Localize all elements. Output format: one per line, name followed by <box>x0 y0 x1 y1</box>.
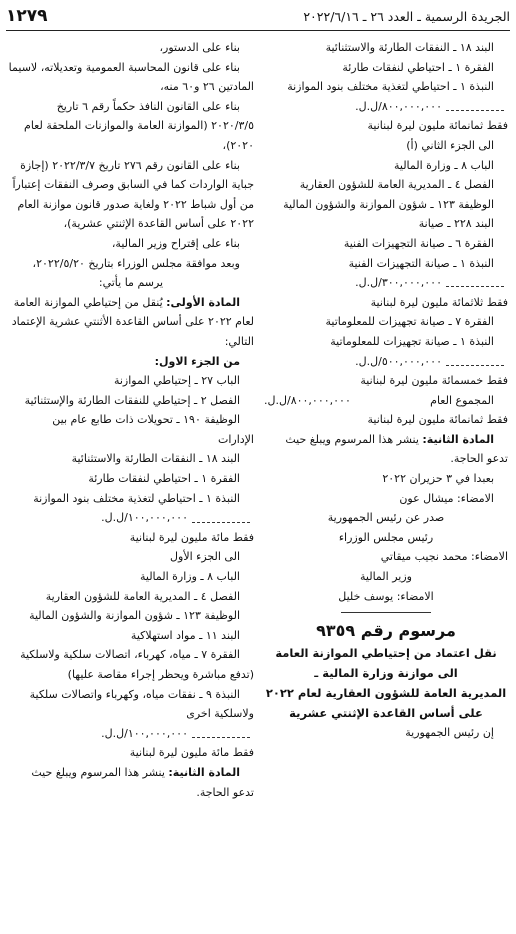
article-text: ينشر هذا المرسوم ويبلغ حيث <box>31 765 165 779</box>
article-label: المادة الثانية: <box>422 432 494 446</box>
issued-by: صدر عن رئيس الجمهورية <box>327 511 445 525</box>
decree-title-line: نقل اعتماد من إحتياطي الموازنة العامة <box>275 646 497 661</box>
amount-in-words: فقط مائة مليون ليرة لبنانية <box>129 530 254 544</box>
budget-subitem-continued: ولاسلكية اخرى <box>186 707 254 721</box>
amount-in-words: فقط ثلاثمائة مليون ليرة لبنانية <box>370 295 508 309</box>
article-text-continued: التالي: <box>224 334 254 348</box>
decree-date: بعبدا في ٣ حزيران ٢٠٢٢ <box>382 472 494 486</box>
page-header <box>6 6 510 31</box>
preamble-line: بناء على القانون النافذ حكماً رقم ٦ تاريخ <box>56 99 240 113</box>
preamble-line: ٢٠٢٠)، <box>222 138 254 152</box>
budget-section: الفصل ٢ ـ إحتياطي للنفقات الطارئة والإستثنائية <box>24 393 240 407</box>
article-one <box>8 293 254 313</box>
preamble-line: جباية الواردات كما في السابق وصرف النفقات إعتباراً <box>12 178 254 192</box>
amount-unit: /ل.ل. <box>355 354 382 368</box>
budget-chapter: الباب ٢٧ ـ إحتياطي الموازنة <box>113 374 240 388</box>
budget-chapter: الباب ٨ ـ وزارة المالية <box>393 158 494 172</box>
president-intro: إن رئيس الجمهورية <box>405 726 494 740</box>
budget-paragraph: الفقرة ٧ ـ صيانة تجهيزات للمعلوماتية <box>325 315 494 329</box>
budget-subitem: النبذة ٩ ـ نفقات مياه، وكهرباء واتصالات سلكية <box>29 687 240 701</box>
decree-title-line: الى موازنة وزارة المالية ـ <box>314 666 458 681</box>
section-divider <box>341 612 431 613</box>
budget-function: الوظيفة ١٢٣ ـ شؤون الموازنة والشؤون المالية <box>29 609 240 623</box>
amount-in-words: فقط مائة مليون ليرة لبنانية <box>129 746 254 760</box>
preamble-line: ٢٠٢٢ على أساس القاعدة الإثنتي عشرية)، <box>63 217 254 231</box>
amount-value: ١٠٠,٠٠٠,٠٠٠ <box>127 726 188 740</box>
amount-unit: /ل.ل. <box>101 511 128 525</box>
budget-item: البند ١١ ـ مواد استهلاكية <box>130 628 240 642</box>
article-text-continued: لعام ٢٠٢٢ على أساس القاعدة الأثنتي عشرية الإعتماد <box>11 315 254 329</box>
grand-total-row <box>264 391 508 411</box>
amount-unit: /ل.ل. <box>355 99 382 113</box>
amount-row <box>264 352 508 372</box>
amount-in-words: فقط خمسمائة مليون ليرة لبنانية <box>360 374 508 388</box>
budget-paragraph-continued: (تدفع مباشرة ويحظر إجراء مقاصة عليها) <box>67 668 254 681</box>
budget-item: البند ١٨ ـ النفقات الطارئة والاستثنائية <box>325 41 494 54</box>
to-header: الى الجزء الثاني (أ) <box>406 138 494 152</box>
amount-row <box>8 724 254 744</box>
amount-in-words: فقط ثمانمائة مليون ليرة لبنانية <box>367 413 508 427</box>
amount-value: ٨٠٠,٠٠٠,٠٠٠ <box>290 393 351 407</box>
article-label: المادة الثانية: <box>168 765 240 779</box>
decrees-following: يرسم ما يأتي: <box>98 276 164 290</box>
budget-section: الفصل ٤ ـ المديرية العامة للشؤون العقارية <box>299 178 494 192</box>
decree-number: مرسوم رقم ٩٣٥٩ <box>316 621 456 641</box>
budget-subitem: النبذة ١ ـ صيانة التجهيزات الفنية <box>348 256 494 270</box>
budget-paragraph: الفقرة ١ ـ احتياطي لنفقات طارئة <box>88 472 240 486</box>
budget-paragraph: الفقرة ٧ ـ مياه، كهرباء، اتصالات سلكية ولاسلكية <box>20 648 240 662</box>
budget-function: الوظيفة ١٩٠ ـ تحويلات ذات طابع عام بين <box>52 413 240 427</box>
preamble-line: بناء على قانون المحاسبة العمومية وتعديلاته، لاسيما <box>8 60 240 74</box>
pm-title: رئيس مجلس الوزراء <box>338 530 434 544</box>
from-header: من الجزء الاول: <box>154 354 240 368</box>
article-text: ينشر هذا المرسوم ويبلغ حيث <box>285 432 419 446</box>
finance-minister-title: وزير المالية <box>360 570 412 584</box>
article-two <box>264 430 508 450</box>
amount-leader <box>192 729 250 738</box>
article-text: يُنقل من إحتياطي الموازنة العامة <box>13 295 163 309</box>
amount-value: ٣٠٠,٠٠٠,٠٠٠ <box>381 276 442 290</box>
budget-subitem: النبذة ١ ـ احتياطي لتغذية مختلف بنود الموازنة <box>33 491 240 505</box>
budget-chapter: الباب ٨ ـ وزارة المالية <box>139 570 240 584</box>
gazette-title: الجريدة الرسمية ـ العدد ٢٦ ـ ٢٠٢٢/٦/١٦ <box>303 9 510 24</box>
decree-title-line: على أساس القاعدة الإثنتي عشرية <box>289 706 483 721</box>
article-text-continued: تدعو الحاجة. <box>196 785 254 799</box>
left-column <box>8 38 254 802</box>
amount-leader <box>446 102 504 111</box>
budget-item: البند ٢٢٨ ـ صيانة <box>418 217 494 231</box>
budget-subitem: النبذة ١ ـ صيانة تجهيزات للمعلوماتية <box>330 334 494 348</box>
article-text-continued: تدعو الحاجة. <box>450 452 508 466</box>
finance-minister-signature: الامضاء: يوسف خليل <box>338 589 434 603</box>
preamble-line: بناء على إقتراح وزير المالية، <box>111 236 240 250</box>
amount-value: ١٠٠,٠٠٠,٠٠٠ <box>127 511 188 525</box>
budget-paragraph: الفقرة ٦ ـ صيانة التجهيزات الفنية <box>343 236 494 250</box>
amount-value: ٥٠٠,٠٠٠,٠٠٠ <box>381 354 442 368</box>
article-two <box>8 763 254 783</box>
amount-row <box>264 273 508 293</box>
article-label: المادة الأولى: <box>166 295 240 309</box>
amount-unit: /ل.ل. <box>264 393 291 407</box>
preamble-line: وبعد موافقة مجلس الوزراء بتاريخ ٢٠٢٢/٥/٢٠، <box>32 256 240 270</box>
preamble-line: ٢٠٢٠/٣/٥ (الموازنة العامة والموازنات الملحقة لعام <box>24 119 254 133</box>
budget-function-continued: الإدارات <box>217 432 254 446</box>
amount-leader <box>446 278 504 287</box>
preamble-line: المادتين ٢٦ و٦٠ منه، <box>160 80 254 94</box>
budget-paragraph: الفقرة ١ ـ احتياطي لنفقات طارئة <box>342 60 494 74</box>
budget-item: البند ١٨ ـ النفقات الطارئة والاستثنائية <box>71 452 240 466</box>
amount-leader <box>446 357 504 366</box>
amount-row <box>8 508 254 528</box>
to-header: الى الجزء الأول <box>170 550 240 564</box>
president-signature: الامضاء: ميشال عون <box>399 491 494 505</box>
amount-row <box>264 97 508 117</box>
pm-signature: الامضاء: محمد نجيب ميقاتي <box>380 550 508 564</box>
preamble-line: بناء على القانون رقم ٢٧٦ تاريخ ٢٠٢٢/٣/٧ (إجازة <box>20 158 240 172</box>
preamble-line: بناء على الدستور، <box>159 41 240 54</box>
amount-unit: /ل.ل. <box>101 726 128 740</box>
amount-unit: /ل.ل. <box>355 276 382 290</box>
budget-function: الوظيفة ١٢٣ ـ شؤون الموازنة والشؤون المالية <box>283 197 494 211</box>
budget-section: الفصل ٤ ـ المديرية العامة للشؤون العقارية <box>45 589 240 603</box>
amount-leader <box>192 514 250 523</box>
decree-title-line: المديرية العامة للشؤون العقارية لعام ٢٠٢٢ <box>265 686 507 701</box>
right-column <box>264 38 508 743</box>
grand-total-label: المجموع العام <box>430 393 494 407</box>
page-number: ١٢٧٩ <box>6 6 48 26</box>
amount-value: ٨٠٠,٠٠٠,٠٠٠ <box>381 99 442 113</box>
grand-total-amount <box>264 391 351 411</box>
amount-in-words: فقط ثمانمائة مليون ليرة لبنانية <box>367 119 508 133</box>
budget-subitem: النبذة ١ ـ احتياطي لتغذية مختلف بنود الموازنة <box>287 80 494 94</box>
preamble-line: من أول شباط ٢٠٢٢ ولغاية صدور قانون موازنة العام <box>17 197 254 211</box>
